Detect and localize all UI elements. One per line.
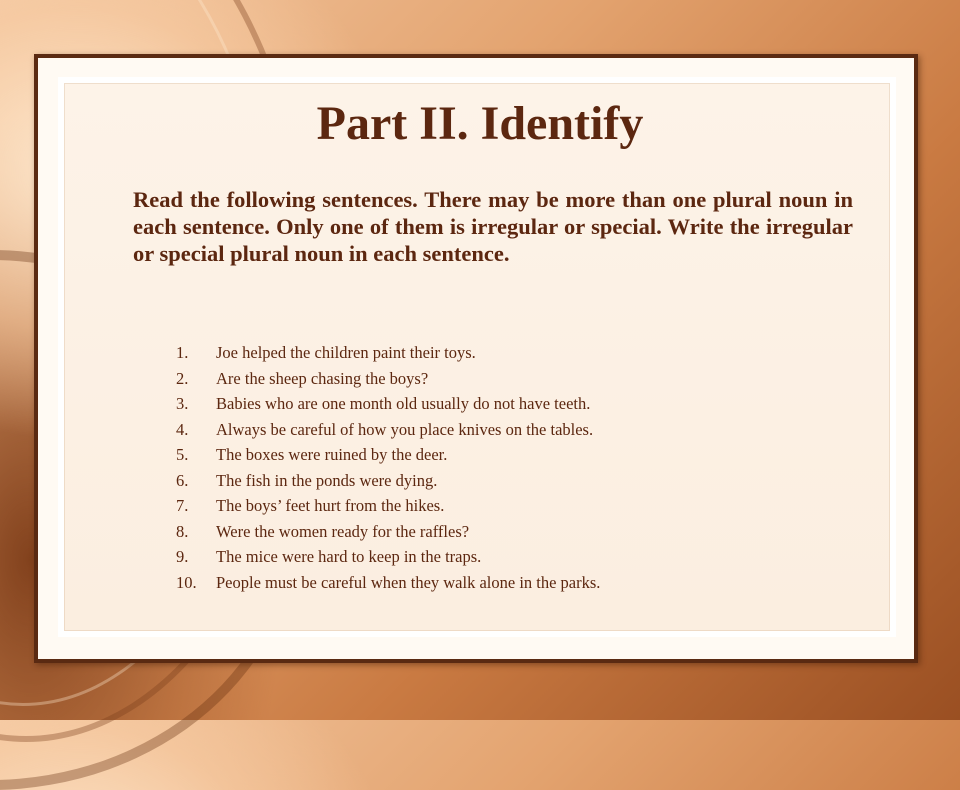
item-text: Babies who are one month old usually do not have teeth.: [216, 394, 591, 413]
list-item: [176, 544, 866, 570]
item-number: 2.: [176, 368, 189, 388]
item-number: 8.: [176, 521, 189, 541]
list-item: [176, 391, 866, 417]
item-text: Are the sheep chasing the boys?: [216, 368, 429, 388]
item-text: The boys’ feet hurt from the hikes.: [216, 496, 445, 515]
item-number: 9.: [176, 547, 189, 566]
slide-title: Part II. Identify: [316, 97, 644, 150]
list-item: [176, 366, 866, 392]
list-item: [176, 417, 866, 443]
item-text: People must be careful when they walk alone in the parks.: [216, 572, 601, 592]
list-item: [176, 570, 866, 596]
item-number: 6.: [176, 470, 189, 490]
item-number: 4.: [176, 419, 189, 439]
list-item: [176, 340, 866, 366]
item-text: Joe helped the children paint their toys.: [216, 343, 476, 362]
list-item: [176, 442, 866, 468]
item-text: The mice were hard to keep in the traps.: [216, 547, 482, 566]
item-number: 10.: [176, 572, 197, 592]
item-number: 7.: [176, 496, 189, 515]
list-item: [176, 493, 866, 519]
list-item: [176, 519, 866, 545]
list-item: [176, 468, 866, 494]
sentence-list: [176, 340, 866, 595]
item-number: 1.: [176, 343, 189, 362]
item-text: Always be careful of how you place knives on the tables.: [216, 419, 594, 439]
item-number: 3.: [176, 394, 189, 413]
item-number: 5.: [176, 445, 189, 464]
item-text: The fish in the ponds were dying.: [216, 470, 438, 490]
instructions-text: Read the following sentences. There may be more than one plural noun in each sentence. Only one of them is irregular or special. Write the irregular or special plural noun in each sentence.: [133, 187, 853, 266]
item-text: Were the women ready for the raffles?: [216, 521, 470, 541]
item-text: The boxes were ruined by the deer.: [216, 445, 448, 464]
